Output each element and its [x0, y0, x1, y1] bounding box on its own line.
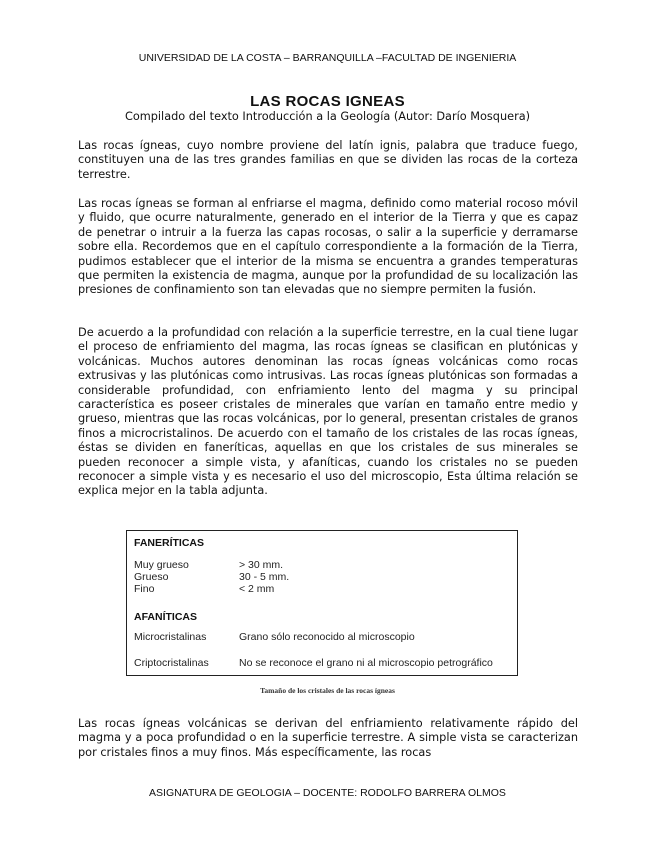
crystal-size-table: [126, 530, 518, 676]
table-row-label: Criptocristalinas: [134, 657, 209, 669]
table-row-value: < 2 mm: [239, 583, 275, 595]
page-title: LAS ROCAS IGNEAS: [250, 93, 405, 110]
paragraph-intro: Las rocas ígneas, cuyo nombre proviene del latín ignis, palabra que traduce fuego, constituyen una de las tres grandes familias en que se dividen las rocas de la corteza terrestre.: [78, 139, 578, 181]
table-row-label: Fino: [134, 583, 155, 595]
table-caption: Tamaño de los cristales de las rocas ígneas: [260, 686, 395, 695]
table-row-label: Grueso: [134, 571, 169, 583]
page-footer: ASIGNATURA DE GEOLOGIA – DOCENTE: RODOLFO BARRERA OLMOS: [149, 787, 506, 799]
afaniticas-heading: AFANÍTICAS: [134, 611, 197, 623]
table-row-value: Grano sólo reconocido al microscopio: [239, 631, 415, 643]
paragraph-volcanic: Las rocas ígneas volcánicas se derivan del enfriamiento relativamente rápido del magma y a poca profundidad o en la superficie terrestre. A simple vista se caracterizan por cristales finos a muy finos. Más específicamente, las rocas: [78, 717, 578, 759]
page-subtitle: Compilado del texto Introducción a la Geología (Autor: Darío Mosquera): [124, 110, 531, 123]
faneriticas-heading: FANERÍTICAS: [134, 537, 205, 549]
table-row-label: Microcristalinas: [134, 631, 207, 643]
paragraph-classification: De acuerdo a la profundidad con relación a la superficie terrestre, en la cual tiene lugar el proceso de enfriamiento del magma, las rocas ígneas se clasifican en plutónicas y volcánicas. Muchos autores denominan las rocas ígneas volcánicas como rocas extrusivas y las plutónicas como intrusivas. Las rocas ígneas plutónicas son formadas a considerable profundidad, con enfriamiento lento del magma y su principal característica es poseer cristales de minerales que varían en tamaño entre medio y grueso, mientras que las rocas volcánicas, por lo general, presentan cristales de granos finos a microcristalinos. De acuerdo con el tamaño de los cristales de las rocas ígneas, éstas se dividen en faneríticas, aquellas en que los cristales de sus minerales se pueden reconocer a simple vista, y afaníticas, cuando los cristales no se pueden reconocer a simple vista y es necesario el uso del microscopio, Esta última relación se explica mejor en la tabla adjunta.: [78, 326, 578, 498]
table-row-value: 30 - 5 mm.: [239, 571, 290, 583]
paragraph-formation: Las rocas ígneas se forman al enfriarse el magma, definido como material rocoso móvil y fluido, que ocurre naturalmente, generado en el interior de la Tierra y que es capaz de penetrar o intruir a la fuerza las capas rocosas, o salir a la superficie y derramarse sobre ella. Recordemos que en el capítulo correspondiente a la formación de la Tierra, pudimos establecer que el interior de la misma se encuentra a grandes temperaturas que permiten la existencia de magma, aunque por la profundidad de su localización las presiones de confinamiento son tan elevadas que no siempre permiten la fusión.: [78, 197, 578, 297]
table-row-label: Muy grueso: [134, 559, 189, 571]
table-row-value: No se reconoce el grano ni al microscopio petrográfico: [239, 657, 493, 669]
table-row-value: > 30 mm.: [239, 559, 284, 571]
page-header: UNIVERSIDAD DE LA COSTA – BARRANQUILLA –FACULTAD DE INGENIERIA: [138, 52, 517, 64]
